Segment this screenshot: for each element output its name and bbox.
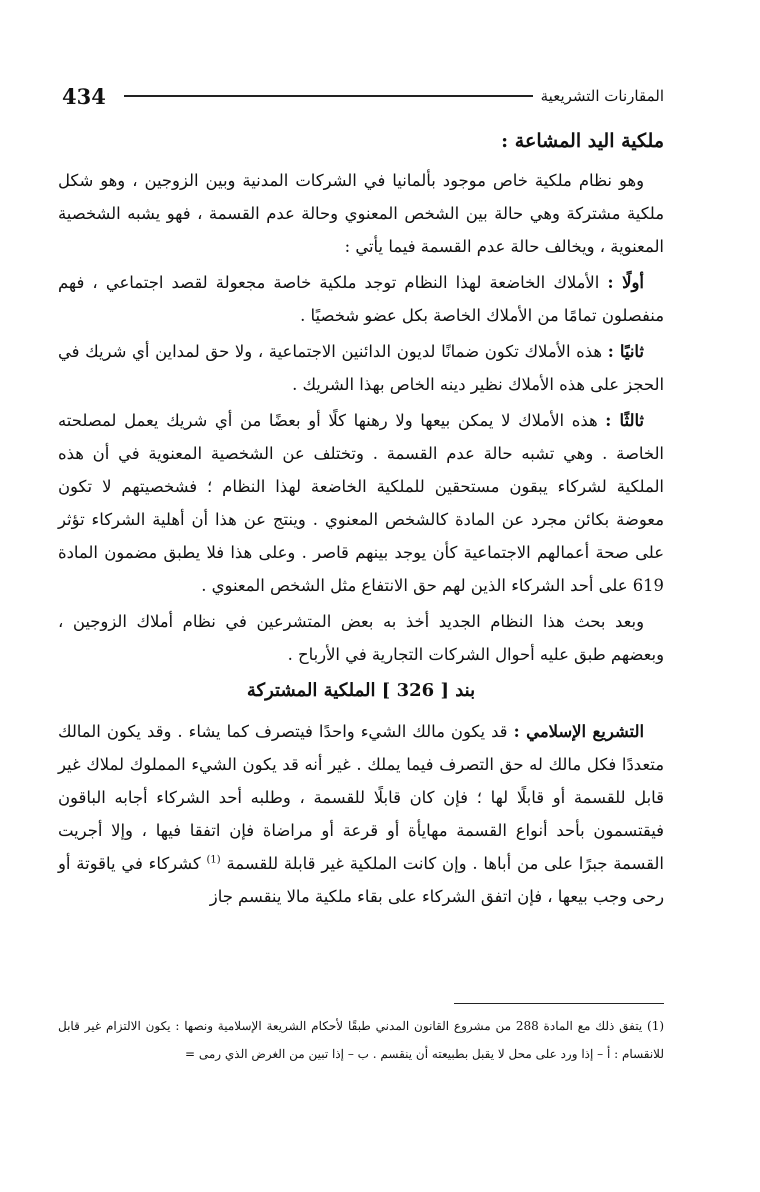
page-header	[62, 80, 664, 112]
islamic-law-paragraph	[58, 715, 664, 913]
section-title: ملكية اليد المشاعة :	[501, 130, 664, 152]
islamic-law-text-a: قد يكون مالك الشيء واحدًا فيتصرف كما يشاء . وقد يكون المالك متعددًا فكل مالك له حق التصرف فيما يملك . غير أنه قد يكون الشيء المملوك لملاك غير قابل للقسمة أو قابلًا لها ؛ فإن كان قابلًا للقسمة ، وطلبه أحد الشركاء أجابه الباقون فيقتسمون بأحد أنواع القسمة مهايأة أو قرعة أو مراضاة فإن اتفقا فيها ، وإلا أجريت القسمة جبرًا على من أباها . وإن كانت الملكية غير قابلة للقسمة	[58, 722, 664, 873]
point-third	[58, 404, 664, 602]
clause-heading: بند [ 326 ] الملكية المشتركة	[246, 680, 476, 701]
running-title: المقارنات التشريعية	[540, 87, 664, 105]
footnotes	[58, 1012, 664, 1068]
islamic-law-text-b: كشركاء في ياقوتة أو رحى وجب بيعها ، فإن اتفق الشركاء على بقاء ملكية مالا ينقسم جاز	[58, 854, 664, 906]
point-third-lead: ثالثًا :	[605, 411, 644, 430]
header-divider	[124, 95, 533, 97]
page-body	[58, 124, 664, 916]
point-third-text: هذه الأملاك لا يمكن بيعها ولا رهنها كلًا أو بعضًا من أي شريك يعمل لمصلحته الخاصة . وهي تشبه حالة عدم القسمة . وتختلف عن الشخصية المعنوية في أن هذه الملكية لشركاء يبقون مستحقين للملكية الخاضعة لهذا النظام ؛ فشخصيتهم لا تكون معوضة بكائن مجرد عن المادة كالشخص المعنوي . وينتج عن هذا أن أهلية الشركاء تؤثر على صحة أعمالهم الاجتماعية كأن يوجد بينهم قاصر . وعلى هذا فلا يطبق مضمون المادة 619 على أحد الشركاء الذين لهم حق الانتفاع مثل الشخص المعنوي .	[58, 411, 664, 595]
closing-paragraph: وبعد بحث هذا النظام الجديد أخذ به بعض المتشرعين في نظام أملاك الزوجين ، وبعضهم طبق عليه أحوال الشركات التجارية في الأرباح .	[58, 612, 664, 664]
intro-paragraph: وهو نظام ملكية خاص موجود بألمانيا في الشركات المدنية وبين الزوجين ، وهو شكل ملكية مشتركة وهي حالة بين الشخص المعنوي وحالة عدم القسمة ، فهو يشبه الشخصية المعنوية ، ويخالف حالة عدم القسمة فيما يأتي :	[58, 171, 664, 256]
page-number: 434	[62, 83, 106, 109]
point-second-lead: ثانيًا :	[607, 342, 644, 361]
point-first	[58, 266, 664, 332]
point-first-lead: أولًا :	[607, 273, 644, 292]
footnote-1: (1) يتفق ذلك مع المادة 288 من مشروع القانون المدني طبقًا لأحكام الشريعة الإسلامية ونصها : يكون الالتزام غير قابل للانقسام : أ – إذا ورد على محل لا يقبل بطبيعته أن ينقسم . ب – إذا تبين من الغرض الذي رمى =	[58, 1019, 665, 1061]
footnote-reference: (1)	[206, 854, 221, 866]
islamic-law-lead: التشريع الإسلامي :	[513, 722, 645, 741]
point-second-text: هذه الأملاك تكون ضمانًا لديون الدائنين الاجتماعية ، ولا حق لمداين أي شريك في الحجز على هذه الأملاك نظير دينه الخاص بهذا الشريك .	[58, 342, 664, 394]
point-first-text: الأملاك الخاضعة لهذا النظام توجد ملكية خاصة مجعولة لقصد اجتماعي ، فهم منفصلون تمامًا من الأملاك الخاصة بكل عضو شخصيًا .	[58, 273, 664, 325]
footnote-divider	[454, 1003, 664, 1004]
point-second	[58, 335, 664, 401]
